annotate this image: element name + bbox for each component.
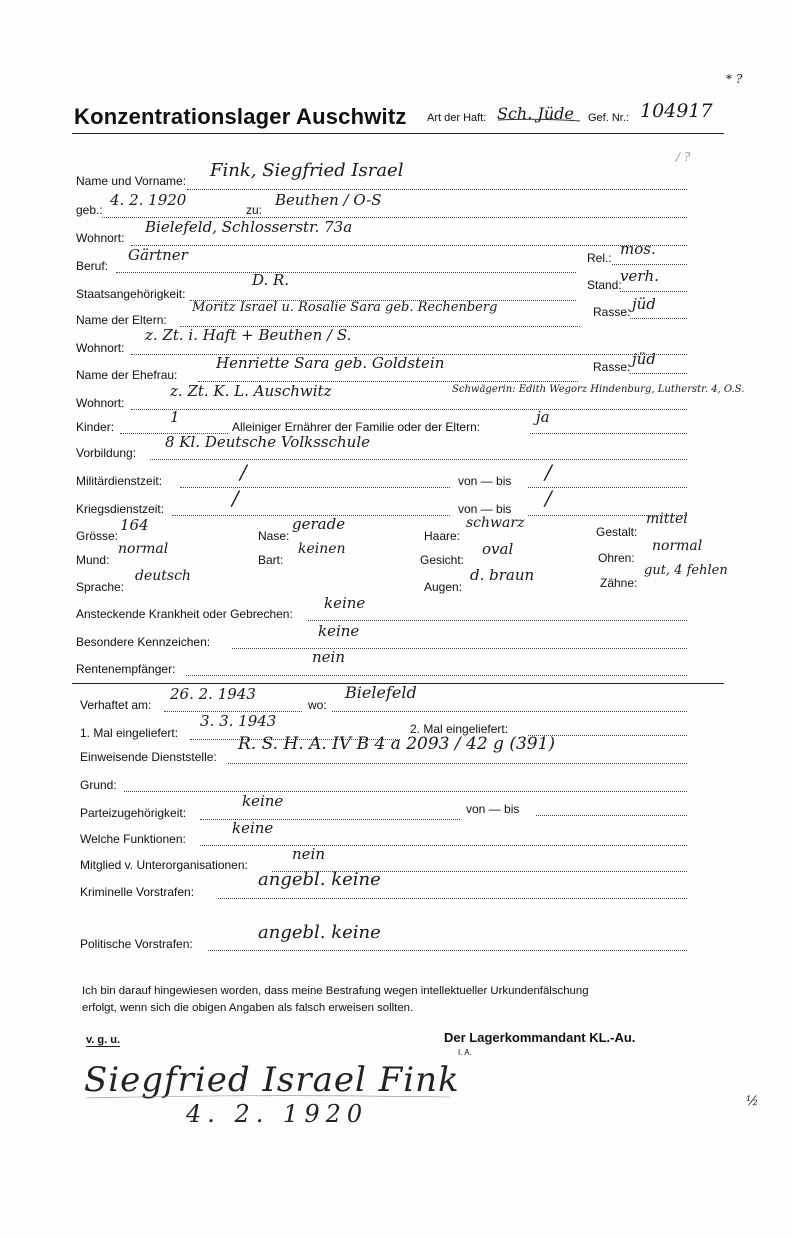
wohnort3-extra: Schwägerin: Edith Wegorz Hindenburg, Lutherstr. 4, O.S. (452, 384, 745, 395)
haare-value: schwarz (466, 515, 525, 531)
zaehne-label: Zähne: (600, 576, 638, 590)
wohnort3-label: Wohnort: (76, 396, 125, 410)
gesicht-label: Gesicht: (420, 553, 465, 567)
nr-label: Gef. Nr.: (588, 112, 629, 124)
kennzeichen-label: Besondere Kennzeichen: (76, 635, 211, 649)
vorbildung-value: 8 Kl. Deutsche Volksschule (165, 433, 371, 451)
grund-label: Grund: (80, 778, 117, 792)
militaer-vonbis-value: / (545, 460, 552, 484)
mund-label: Mund: (76, 553, 110, 567)
rel-value: mos. (620, 240, 656, 258)
verhaftet-value: 26. 2. 1943 (170, 685, 256, 703)
groesse-value: 164 (120, 516, 149, 534)
zu-value: Beuthen / O-S (275, 191, 382, 209)
krieg-vonbis-value: / (545, 486, 552, 510)
haft-value: Sch. Jüde (497, 104, 574, 123)
haare-label: Haare: (424, 529, 461, 543)
mitglied-label: Mitglied v. Unterorganisationen: (80, 858, 248, 872)
wo-value: Bielefeld (345, 683, 417, 702)
rasse2-value: jüd (632, 350, 656, 368)
kennzeichen-value: keine (318, 622, 360, 640)
statement-line-2: erfolgt, wenn sich die obigen Angaben als falsch erweisen sollten. (82, 1002, 414, 1014)
bart-label: Bart: (258, 553, 284, 567)
vonbis3-label: von — bis (466, 802, 520, 816)
stand-value: verh. (620, 267, 659, 285)
vonbis2-label: von — bis (458, 502, 512, 516)
name-label: Name und Vorname: (76, 174, 187, 188)
dienststelle-value: R. S. H. A. IV B 4 a 2093 / 42 g (391) (238, 734, 556, 754)
beruf-value: Gärtner (128, 246, 188, 264)
groesse-label: Grösse: (76, 529, 119, 543)
signature-date: 4. 2. 1920 (186, 1100, 369, 1128)
bart-value: keinen (298, 541, 346, 557)
ernaehrer-label: Alleiniger Ernährer der Familie oder der Eltern: (232, 420, 481, 434)
verhaftet-label: Verhaftet am: (80, 698, 152, 712)
dienststelle-label: Einweisende Dienststelle: (80, 750, 217, 764)
nase-value: gerade (292, 515, 346, 533)
vgu-label: v. g. u. (86, 1034, 121, 1046)
vorbildung-label: Vorbildung: (76, 446, 137, 460)
mitglied-value: nein (292, 845, 325, 863)
rasse-label: Rasse: (593, 305, 631, 319)
ehefrau-value: Henriette Sara geb. Goldstein (216, 354, 445, 372)
ernaehrer-value: ja (536, 408, 550, 426)
augen-value: d. braun (470, 566, 535, 584)
krieg-label: Kriegsdienstzeit: (76, 502, 165, 516)
corner-mark: * ? (726, 72, 743, 86)
geb-value: 4. 2. 1920 (110, 191, 187, 209)
mal1-value: 3. 3. 1943 (200, 712, 277, 730)
name-value: Fink, Siegfried Israel (210, 160, 404, 181)
politisch-label: Politische Vorstrafen: (80, 937, 193, 951)
stand-label: Stand: (587, 278, 622, 292)
rel-label: Rel.: (587, 251, 612, 265)
rasse2-label: Rasse: (593, 360, 631, 374)
kriminell-label: Kriminelle Vorstrafen: (80, 885, 195, 899)
right-mark: / ? (676, 150, 691, 164)
militaer-label: Militärdienstzeit: (76, 474, 163, 488)
haft-label: Art der Haft: (427, 112, 487, 124)
zaehne-value: gut, 4 fehlen (644, 563, 728, 578)
geb-label: geb.: (76, 203, 103, 217)
kommandant-label: Der Lagerkommandant KL.-Au. (444, 1030, 636, 1045)
wohnort-label: Wohnort: (76, 231, 125, 245)
krankheit-label: Ansteckende Krankheit oder Gebrechen: (76, 607, 293, 621)
document-title: Konzentrationslager Auschwitz (74, 104, 407, 129)
eltern-label: Name der Eltern: (76, 313, 167, 327)
rasse-value: jüd (632, 295, 656, 313)
nase-label: Nase: (258, 529, 290, 543)
mund-value: normal (118, 541, 169, 557)
staat-label: Staatsangehörigkeit: (76, 287, 186, 301)
krieg-value: / (232, 486, 239, 510)
statement-line-1: Ich bin darauf hingewiesen worden, dass meine Bestrafung wegen intellektueller Urkundenfälschung (82, 985, 589, 997)
augen-label: Augen: (424, 580, 463, 594)
nr-value: 104917 (640, 100, 713, 122)
wohnort-value: Bielefeld, Schlosserstr. 73a (145, 218, 353, 236)
wo-label: wo: (308, 698, 327, 712)
wohnort2-label: Wohnort: (76, 341, 125, 355)
signature: Siegfried Israel Fink (84, 1060, 460, 1100)
mal1-label: 1. Mal eingeliefert: (80, 726, 179, 740)
gestalt-label: Gestalt: (596, 525, 638, 539)
militaer-value: / (240, 460, 247, 484)
politisch-value: angebl. keine (258, 922, 381, 943)
krankheit-value: keine (324, 594, 366, 612)
sprache-label: Sprache: (76, 580, 125, 594)
wohnort2-value: z. Zt. i. Haft + Beuthen / S. (145, 326, 352, 344)
beruf-label: Beruf: (76, 259, 109, 273)
vonbis1-label: von — bis (458, 474, 512, 488)
staat-value: D. R. (252, 271, 290, 289)
funktionen-label: Welche Funktionen: (80, 832, 186, 846)
rente-value: nein (312, 648, 345, 666)
wohnort3-value: z. Zt. K. L. Auschwitz (170, 382, 332, 400)
ia-label: I. A. (458, 1048, 472, 1057)
rente-label: Rentenempfänger: (76, 662, 176, 676)
ohren-value: normal (652, 538, 703, 554)
kinder-label: Kinder: (76, 420, 115, 434)
funktionen-value: keine (232, 819, 274, 837)
sprache-value: deutsch (135, 568, 191, 584)
zu-label: zu: (246, 203, 263, 217)
ehefrau-label: Name der Ehefrau: (76, 368, 178, 382)
gesicht-value: oval (482, 540, 514, 558)
kinder-value: 1 (170, 408, 180, 426)
mal2-label: 2. Mal eingeliefert: (410, 722, 509, 736)
kriminell-value: angebl. keine (258, 869, 381, 890)
footer-corner-mark: ½ (746, 1094, 759, 1109)
gestalt-value: mittel (646, 511, 688, 527)
eltern-value: Moritz Israel u. Rosalie Sara geb. Rechenberg (192, 300, 498, 315)
ohren-label: Ohren: (598, 551, 635, 565)
partei-value: keine (242, 792, 284, 810)
partei-label: Parteizugehörigkeit: (80, 806, 187, 820)
